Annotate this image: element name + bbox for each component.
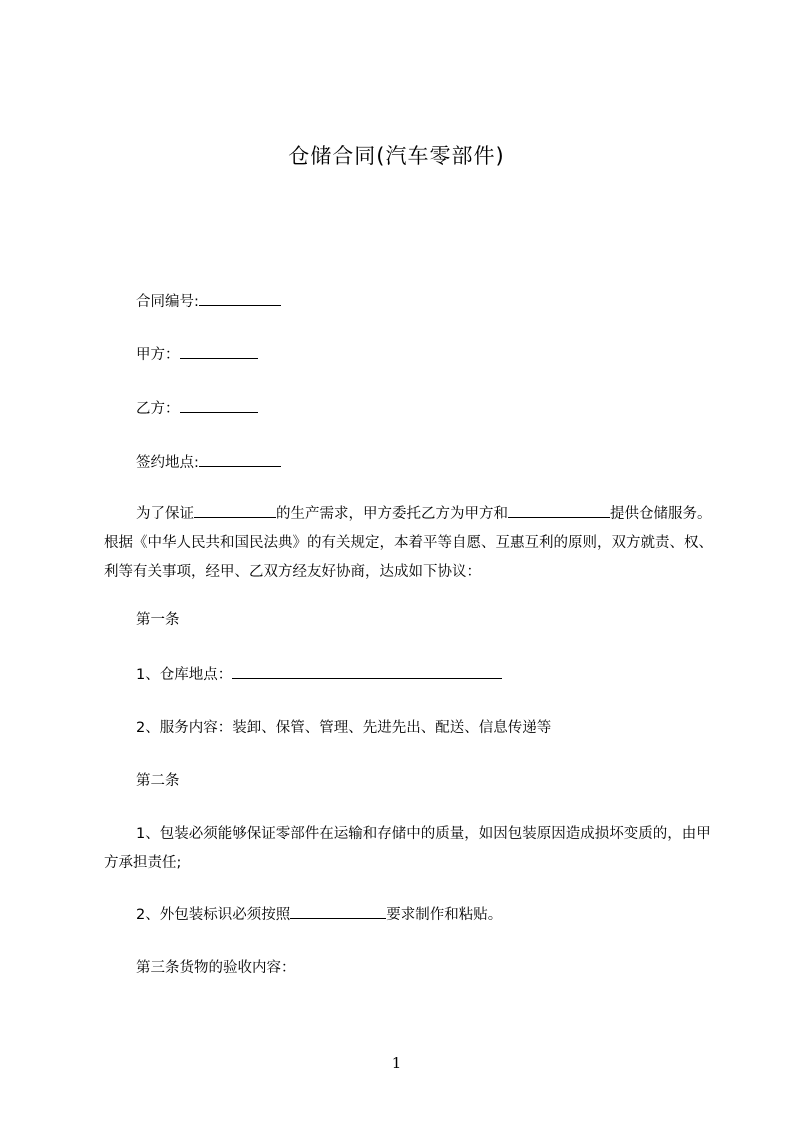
contract-number-label: 合同编号: xyxy=(136,294,199,310)
article-2-heading: 第二条 xyxy=(136,773,180,789)
intro-blank-1 xyxy=(194,501,276,518)
document-title: 仓储合同(汽车零部件) xyxy=(288,144,505,168)
article-2-item-2-part2: 要求制作和粘贴。 xyxy=(386,907,503,923)
article-2-item-1 xyxy=(104,820,714,878)
party-b-blank xyxy=(180,396,258,413)
article-2-item-2 xyxy=(136,902,502,927)
party-b-label: 乙方： xyxy=(136,401,180,417)
sign-place-blank xyxy=(199,450,281,467)
article-2-item-2-part1: 2、外包装标识必须按照 xyxy=(136,907,291,923)
warehouse-location-blank xyxy=(232,662,502,679)
intro-paragraph xyxy=(104,500,714,587)
intro-part3: 提供仓储服务。根据《中华人民共和国民法典》的有关规定，本着平等自愿、互惠互利的原则，双方就责、权、利等有关事项，经甲、乙双方经友好协商，达成如下协议： xyxy=(104,506,713,580)
contract-number-blank xyxy=(199,289,281,306)
contract-number-line xyxy=(136,289,281,314)
warehouse-location-label: 1、仓库地点： xyxy=(136,667,233,683)
page-number: 1 xyxy=(391,1054,402,1072)
party-a-label: 甲方： xyxy=(136,347,180,363)
intro-part2: 的生产需求，甲方委托乙方为甲方和 xyxy=(276,506,508,522)
sign-place-line xyxy=(136,450,281,475)
party-a-line xyxy=(136,342,258,367)
intro-part1: 为了保证 xyxy=(136,506,194,522)
packaging-standard-blank xyxy=(290,902,386,919)
article-1-item-2: 2、服务内容：装卸、保管、管理、先进先出、配送、信息传递等 xyxy=(136,720,552,736)
sign-place-label: 签约地点: xyxy=(136,455,199,471)
article-2-item-1-text: 1、包装必须能够保证零部件在运输和存储中的质量，如因包装原因造成损坏变质的，由甲方承担责任; xyxy=(104,826,711,871)
party-b-line xyxy=(136,396,258,421)
party-a-blank xyxy=(180,342,258,359)
intro-blank-2 xyxy=(508,501,610,518)
article-3-heading: 第三条货物的验收内容： xyxy=(136,960,296,976)
article-1-heading: 第一条 xyxy=(136,612,180,628)
article-1-item-1 xyxy=(136,662,502,687)
